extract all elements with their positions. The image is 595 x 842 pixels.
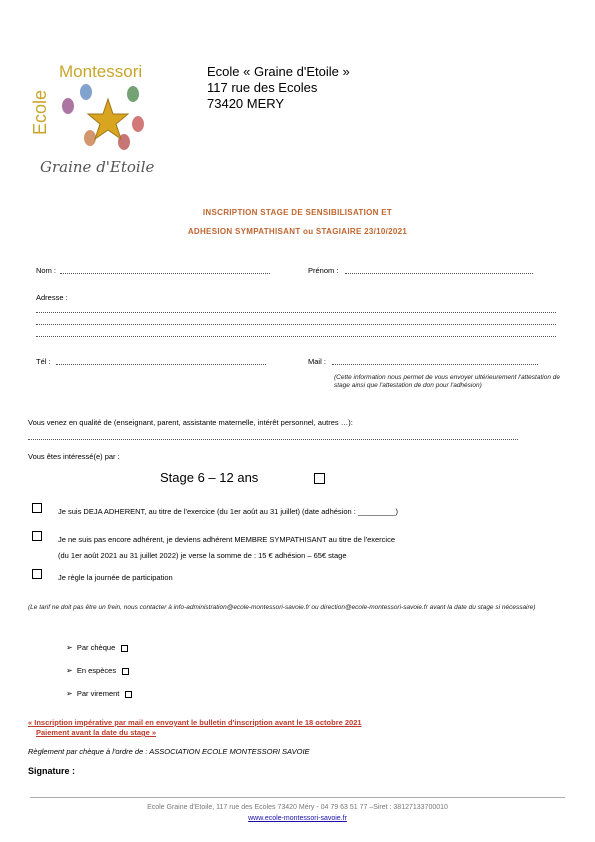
tarif-note: (Le tarif ne doit pas être un frein, nous contacter à info-administration@ecole-montessori-savoie.fr ou direction@ecole-montessori-savoie.fr avant la date du stage si nécessaire) <box>28 604 536 611</box>
prenom-field[interactable] <box>345 268 533 274</box>
payment-cheque-label: Par chèque <box>76 643 116 652</box>
opt3-label: Je règle la journée de participation <box>58 573 173 582</box>
nom-label: Nom : <box>36 266 57 275</box>
mail-field[interactable] <box>332 359 538 365</box>
adresse-field-line2[interactable] <box>36 319 556 325</box>
opt2-checkbox[interactable] <box>32 531 42 541</box>
payment-especes <box>66 666 129 675</box>
logo-title: Montessori <box>59 62 143 81</box>
warning-line2: Paiement avant la date du stage » <box>36 728 157 737</box>
opt2-label-line1: Je ne suis pas encore adhérent, je deviens adhérent MEMBRE SYMPATHISANT au titre de l'exercice <box>58 535 396 544</box>
footer-divider <box>30 797 565 798</box>
payment-virement-label: Par virement <box>76 689 120 698</box>
opt1-label: Je suis DEJA ADHERENT, au titre de l'exercice (du 1er août au 31 juillet) (date adhésion : _________) <box>58 507 398 516</box>
nom-field[interactable] <box>60 268 270 274</box>
quality-field[interactable] <box>28 434 518 440</box>
mail-note: (Cette information nous permet de vous envoyer ultérieurement l'attestation de stage ainsi que l'attestation de don pour l'adhésion) <box>334 374 560 389</box>
payment-especes-checkbox[interactable] <box>122 668 129 675</box>
arrow-right-icon: ➢ <box>66 643 73 652</box>
payment-cheque-checkbox[interactable] <box>121 645 128 652</box>
tel-field[interactable] <box>56 359 266 365</box>
prenom-label: Prénom : <box>308 266 339 275</box>
signature-label: Signature : <box>28 766 76 776</box>
form-title-line2: ADHESION SYMPATHISANT ou STAGIAIRE 23/10/2021 <box>187 227 408 236</box>
form-title-line1: INSCRIPTION STAGE DE SENSIBILISATION ET <box>202 208 393 217</box>
opt2-label-line2: (du 1er août 2021 au 31 juillet 2022) je verse la somme de : 15 € adhésion – 65€ stage <box>58 551 347 560</box>
opt3-checkbox[interactable] <box>32 569 42 579</box>
warning-line1: « Inscription impérative par mail en envoyant le bulletin d'inscription avant le 18 octobre 2021 <box>28 718 362 727</box>
arrow-right-icon: ➢ <box>66 689 73 698</box>
payment-cheque <box>66 643 128 652</box>
payment-especes-label: En espèces <box>76 666 117 675</box>
school-name: Ecole « Graine d'Etoile » <box>207 64 350 79</box>
stage-checkbox[interactable] <box>314 473 325 484</box>
quality-question: Vous venez en qualité de (enseignant, parent, assistante maternelle, intérêt personnel, autres …): <box>28 418 353 427</box>
adresse-label: Adresse : <box>36 293 68 302</box>
logo-subtitle: Graine d'Etoile <box>40 158 155 176</box>
footer-link-wrap <box>0 813 595 824</box>
logo-side-text: Ecole <box>30 89 50 135</box>
school-city: 73420 MERY <box>207 96 285 111</box>
reglement-text: Règlement par chèque à l'ordre de : ASSOCIATION ECOLE MONTESSORI SAVOIE <box>28 747 310 756</box>
arrow-right-icon: ➢ <box>66 666 73 675</box>
opt1-checkbox[interactable] <box>32 503 42 513</box>
payment-virement-checkbox[interactable] <box>125 691 132 698</box>
school-street: 117 rue des Ecoles <box>207 80 318 95</box>
mail-label: Mail : <box>308 357 326 366</box>
adresse-field-line3[interactable] <box>36 331 556 337</box>
footer-address: Ecole Graine d'Etoile, 117 rue des Ecoles 73420 Méry - 04 79 63 51 77 –Siret : 38127133700010 <box>147 804 448 811</box>
website-link[interactable]: www.ecole-montessori-savoie.fr <box>248 815 347 822</box>
tel-label: Tél : <box>36 357 51 366</box>
adresse-field-line1[interactable] <box>36 307 556 313</box>
stage-label: Stage 6 – 12 ans <box>160 470 259 485</box>
school-address <box>207 64 350 112</box>
payment-virement <box>66 689 132 698</box>
interest-question: Vous êtes intéressé(e) par : <box>28 452 120 461</box>
